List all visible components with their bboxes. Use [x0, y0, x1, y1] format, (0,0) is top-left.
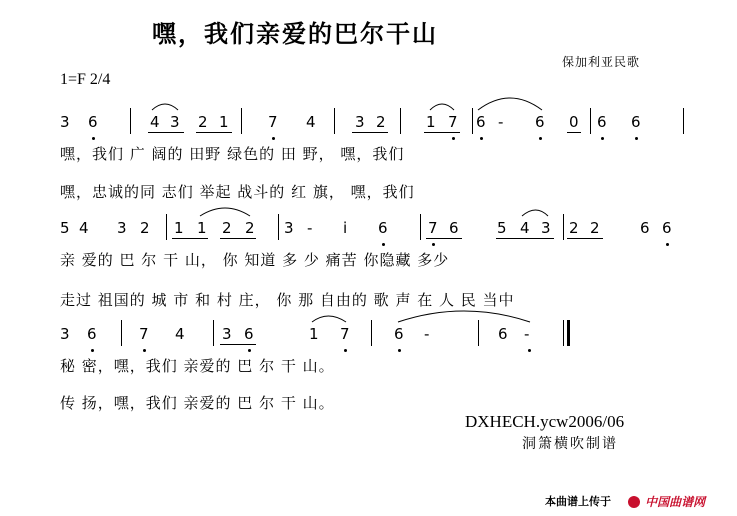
note: -: [424, 325, 430, 343]
lyrics-verse-1: 秘 密，嘿，我们 亲爱的 巴 尔 干 山。: [60, 357, 335, 375]
note: -: [498, 113, 504, 131]
note: 3: [222, 325, 232, 343]
note: 6: [535, 113, 545, 131]
tie: [478, 98, 542, 110]
note: 7: [139, 325, 149, 343]
note: 1: [219, 113, 229, 131]
key-signature: 1=F 2/4: [60, 71, 111, 88]
upload-label: 本曲谱上传于: [545, 495, 611, 508]
note: 7: [268, 113, 278, 131]
note: 3: [170, 113, 180, 131]
note: 2: [245, 219, 255, 237]
note: 2: [140, 219, 150, 237]
note: 6: [498, 325, 508, 343]
slur: [312, 316, 346, 322]
transcriber-note: 洞箫横吹制谱: [522, 436, 618, 452]
note: 3: [60, 113, 70, 131]
site-brand: 中国曲谱网: [645, 495, 706, 509]
note: 6: [449, 219, 459, 237]
note: 2: [376, 113, 386, 131]
lyrics-verse-1: 亲 爱的 巴 尔 干 山， 你 知道 多 少 痛苦 你隐藏 多少: [60, 251, 450, 269]
note: 7: [428, 219, 438, 237]
note: 3: [284, 219, 294, 237]
note: 7: [340, 325, 350, 343]
note: 2: [590, 219, 600, 237]
note: 6: [394, 325, 404, 343]
tie: [398, 311, 530, 322]
note: 6: [87, 325, 97, 343]
note: 3: [117, 219, 127, 237]
note: i: [343, 219, 348, 237]
note: 4: [175, 325, 185, 343]
note: 6: [378, 219, 388, 237]
note: -: [307, 219, 313, 237]
note: 3: [355, 113, 365, 131]
note: 6: [662, 219, 672, 237]
note: 0: [569, 113, 579, 131]
page-title: 嘿，我们亲爱的巴尔干山: [152, 20, 438, 48]
note: 3: [541, 219, 551, 237]
lyrics-verse-1: 嘿，我们 广 阔的 田野 绿色的 田 野， 嘿，我们: [60, 145, 405, 163]
slur: [152, 104, 178, 110]
note: 7: [448, 113, 458, 131]
note: 6: [640, 219, 650, 237]
note: 1: [426, 113, 436, 131]
lyrics-verse-2: 走过 祖国的 城 市 和 村 庄， 你 那 自由的 歌 声 在 人 民 当中: [60, 291, 515, 309]
note: 2: [198, 113, 208, 131]
note: 6: [597, 113, 607, 131]
note: 6: [244, 325, 254, 343]
note: -: [524, 325, 530, 343]
note: 2: [569, 219, 579, 237]
lyrics-verse-2: 传 扬，嘿，我们 亲爱的 巴 尔 干 山。: [60, 394, 335, 412]
note: 6: [476, 113, 486, 131]
composer-label: 保加利亚民歌: [562, 55, 641, 69]
slur: [430, 104, 454, 110]
site-logo[interactable]: [628, 491, 705, 510]
note: 3: [60, 325, 70, 343]
note: 4: [79, 219, 89, 237]
note: 1: [197, 219, 207, 237]
note: 4: [150, 113, 160, 131]
note: 4: [520, 219, 530, 237]
note: 6: [631, 113, 641, 131]
logo-icon: [628, 496, 640, 508]
note: 1: [174, 219, 184, 237]
lyrics-verse-2: 嘿，忠诚的同 志们 举起 战斗的 红 旗， 嘿，我们: [60, 183, 415, 201]
note: 1: [309, 325, 319, 343]
note: 5: [60, 219, 70, 237]
note: 6: [88, 113, 98, 131]
slur: [522, 210, 548, 216]
note: 4: [306, 113, 316, 131]
note: 5: [497, 219, 507, 237]
note: 2: [222, 219, 232, 237]
transcriber-credit: DXHECH.ycw2006/06: [465, 412, 625, 431]
slur: [200, 208, 250, 216]
